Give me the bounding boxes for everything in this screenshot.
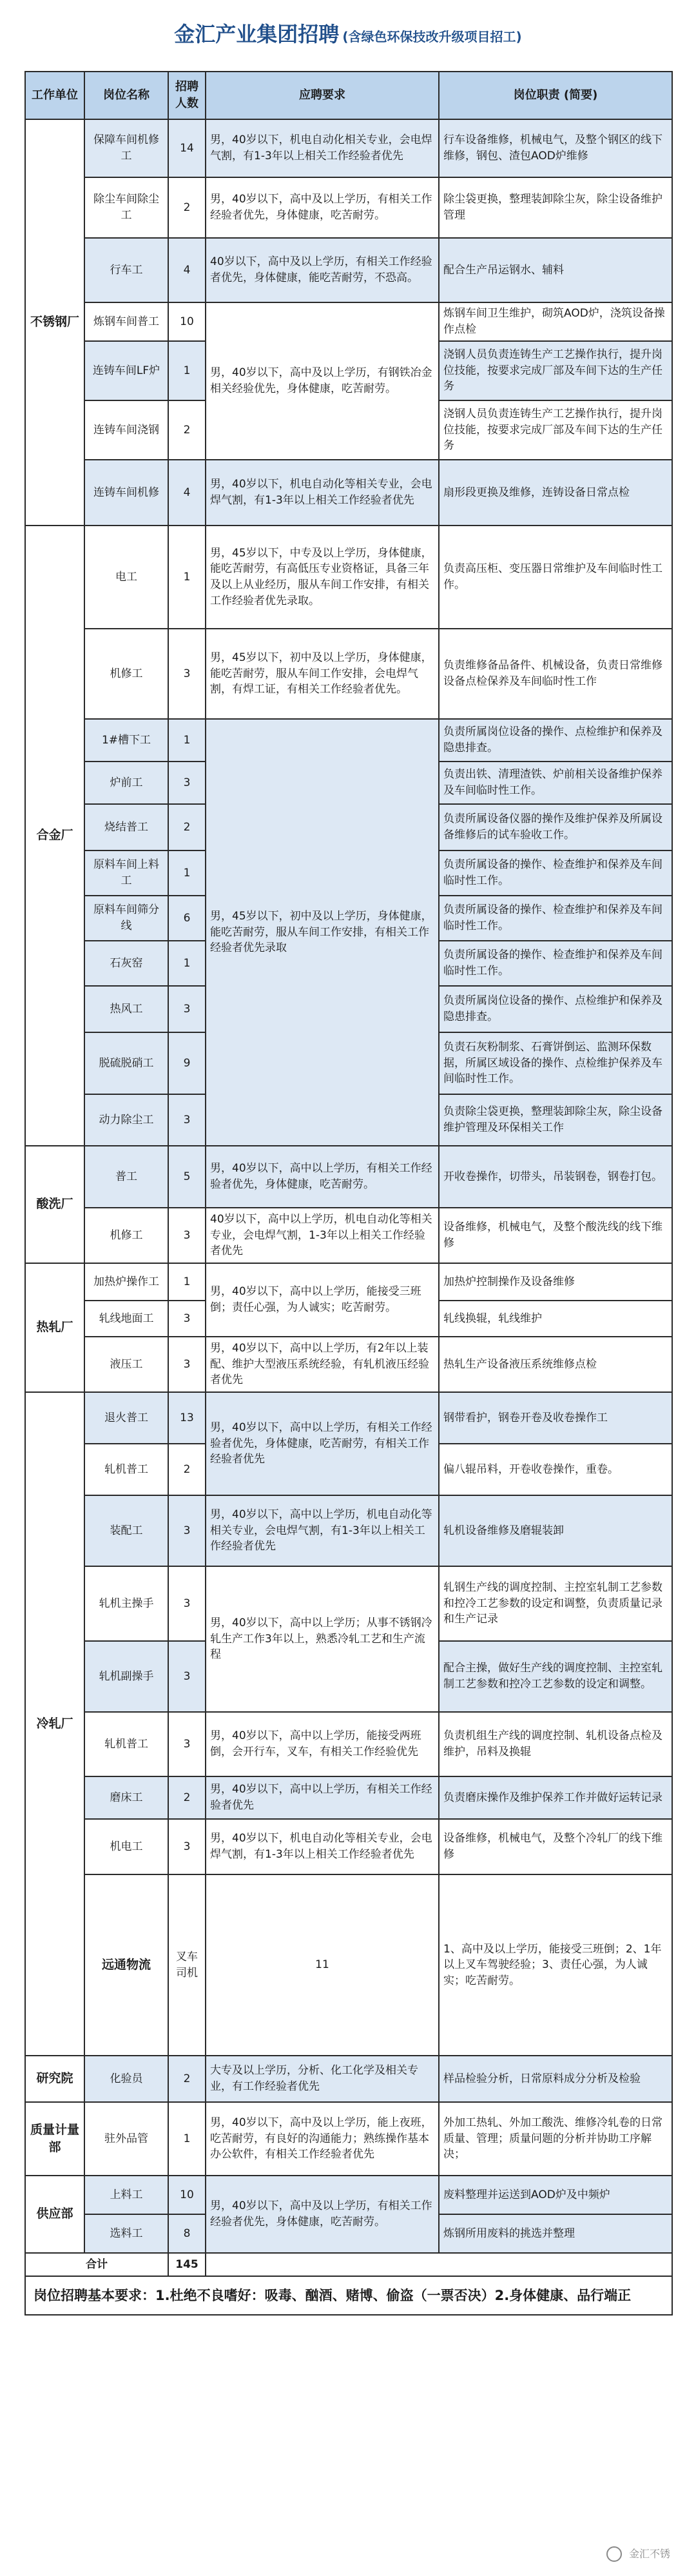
requirement-cell: 大专及以上学历，分析、化工化学及相关专业，有工作经验者优先 xyxy=(206,2056,439,2102)
table-row xyxy=(25,526,672,629)
table-row xyxy=(25,119,672,177)
position-cell: 液压工 xyxy=(84,1337,168,1392)
total-count: 145 xyxy=(168,2253,206,2276)
duty-cell: 负责石灰粉制浆、石膏饼倒运、监测环保数据，所属区域设备的操作、点检维护保养及车间临时性工作。 xyxy=(439,1032,672,1094)
position-cell: 驻外品管 xyxy=(84,2102,168,2176)
count-cell: 3 xyxy=(168,1712,206,1776)
header-unit: 工作单位 xyxy=(25,72,84,119)
position-cell: 选料工 xyxy=(84,2214,168,2253)
unit-cell: 冷轧厂 xyxy=(25,1392,84,2056)
duty-cell: 负责所属岗位设备的操作、点检维护和保养及隐患排查。 xyxy=(439,719,672,762)
position-cell: 轧机普工 xyxy=(84,1712,168,1776)
recruitment-table xyxy=(24,71,673,2315)
requirement-cell: 男，40岁以下，高中以上学历，有相关工作经验者优先，身体健康，吃苦耐劳。 xyxy=(206,1146,439,1208)
count-cell: 1 xyxy=(168,2102,206,2176)
position-cell: 炼钢车间普工 xyxy=(84,302,168,341)
unit-cell: 供应部 xyxy=(25,2176,84,2253)
count-cell: 2 xyxy=(168,177,206,238)
count-cell: 13 xyxy=(168,1392,206,1444)
duty-cell: 负责磨床操作及维护保养工作并做好运转记录 xyxy=(439,1776,672,1819)
position-cell: 保障车间机修工 xyxy=(84,119,168,177)
table-row xyxy=(25,1263,672,1301)
requirement-cell: 男，40岁以下，高中以上学历，有相关工作经验者优先，身体健康，吃苦耐劳，有相关工作经验者优先 xyxy=(206,1392,439,1495)
count-cell: 1 xyxy=(168,850,206,896)
requirement-cell: 40岁以下，高中以上学历，机电自动化等相关专业，会电焊气割，1-3年以上相关工作经验者优先 xyxy=(206,1208,439,1263)
count-cell: 2 xyxy=(168,1776,206,1819)
table-row xyxy=(25,1208,672,1263)
count-cell: 3 xyxy=(168,1495,206,1566)
duty-cell: 外加工热轧、外加工酸洗、维修冷轧卷的日常质量、管理；质量问题的分析并协助工序解决； xyxy=(439,2102,672,2176)
total-row xyxy=(25,2253,672,2276)
table-row xyxy=(25,460,672,526)
duty-cell: 炼钢车间卫生维护，砌筑AOD炉，浇筑设备操作点检 xyxy=(439,302,672,341)
position-cell: 加热炉操作工 xyxy=(84,1263,168,1301)
position-cell: 热风工 xyxy=(84,986,168,1032)
title-main: 金汇产业集团招聘 xyxy=(174,22,340,46)
requirement-cell: 男，40岁以下，高中及以上学历，有相关工作经验者优先，身体健康，吃苦耐劳。 xyxy=(206,177,439,238)
position-cell: 原料车间筛分线 xyxy=(84,896,168,941)
count-cell: 10 xyxy=(168,302,206,341)
header-position: 岗位名称 xyxy=(84,72,168,119)
count-cell: 3 xyxy=(168,1566,206,1641)
count-cell: 10 xyxy=(168,2176,206,2214)
count-cell: 1 xyxy=(168,341,206,400)
requirement-cell: 男，40岁以下，机电自动化相关专业，会电焊气割，有1-3年以上相关工作经验者优先 xyxy=(206,119,439,177)
table-row xyxy=(25,177,672,238)
unit-cell: 酸洗厂 xyxy=(25,1146,84,1263)
position-cell: 上料工 xyxy=(84,2176,168,2214)
count-cell: 1 xyxy=(168,1263,206,1301)
duty-cell: 负责所属设备的操作、检查维护和保养及车间临时性工作。 xyxy=(439,850,672,896)
requirement-cell: 男，40岁以下，机电自动化等相关专业，会电焊气割，有1-3年以上相关工作经验者优先 xyxy=(206,1819,439,1874)
position-cell: 轧线地面工 xyxy=(84,1301,168,1337)
table-row xyxy=(25,2176,672,2214)
count-cell: 2 xyxy=(168,804,206,850)
unit-cell: 热轧厂 xyxy=(25,1263,84,1392)
duty-cell: 负责所属设备的操作、检查维护和保养及车间临时性工作。 xyxy=(439,941,672,986)
duty-cell: 行车设备维修，机械电气，及整个钢区的线下维修，钢包、渣包AOD炉维修 xyxy=(439,119,672,177)
duty-cell: 偏八辊吊料，开卷收卷操作，重卷。 xyxy=(439,1444,672,1495)
table-header-row xyxy=(25,72,672,119)
duty-cell: 设备维修，机械电气，及整个冷轧厂的线下维修 xyxy=(439,1819,672,1874)
position-cell: 机修工 xyxy=(84,1208,168,1263)
position-cell: 电工 xyxy=(84,526,168,629)
duty-cell: 炼钢所用废料的挑选并整理 xyxy=(439,2214,672,2253)
position-cell: 连铸车间机修 xyxy=(84,460,168,526)
requirement-cell: 男，45岁以下，中专及以上学历，身体健康，能吃苦耐劳，有高低压专业资格证，具备三年及以上从业经历，服从车间工作安排，有相关工作经验者优先录取。 xyxy=(206,526,439,629)
duty-cell: 负责出铁、清理渣铁、炉前相关设备维护保养及车间临时性工作。 xyxy=(439,762,672,804)
duty-cell: 扇形段更换及维修，连铸设备日常点检 xyxy=(439,460,672,526)
count-cell: 8 xyxy=(168,2214,206,2253)
total-blank xyxy=(206,2253,672,2276)
requirement-cell: 男，40岁以下，高中以上学历；从事不锈钢冷轧生产工作3年以上，熟悉冷轧工艺和生产流程 xyxy=(206,1566,439,1712)
duty-cell: 加热炉控制操作及设备维修 xyxy=(439,1263,672,1301)
requirements-note-row xyxy=(25,2276,672,2315)
duty-cell: 负责所属岗位设备的操作、点检维护和保养及隐患排查。 xyxy=(439,986,672,1032)
table-row xyxy=(25,1566,672,1641)
count-cell: 3 xyxy=(168,629,206,719)
position-cell: 磨床工 xyxy=(84,1776,168,1819)
duty-cell: 除尘袋更换，整理装卸除尘灰，除尘设备维护管理 xyxy=(439,177,672,238)
requirement-cell: 男，45岁以下，初中及以上学历，身体健康，能吃苦耐劳，服从车间工作安排，会电焊气割，有焊工证，有相关工作经验者优先。 xyxy=(206,629,439,719)
duty-cell: 轧线换辊，轧线维护 xyxy=(439,1301,672,1337)
duty-cell: 负责所属设备仪器的操作及维护保养及所属设备维修后的试车验收工作。 xyxy=(439,804,672,850)
table-row xyxy=(25,1146,672,1208)
position-cell: 轧机副操手 xyxy=(84,1641,168,1712)
duty-cell: 负责所属设备的操作、检查维护和保养及车间临时性工作。 xyxy=(439,896,672,941)
position-cell: 轧机主操手 xyxy=(84,1566,168,1641)
requirement-cell: 男，40岁以下，高中及以上学历，有相关工作经验者优先，身体健康，吃苦耐劳。 xyxy=(206,2176,439,2253)
position-cell: 原料车间上料工 xyxy=(84,850,168,896)
position-cell: 烧结普工 xyxy=(84,804,168,850)
duty-cell: 负责高压柜、变压器日常维护及车间临时性工作。 xyxy=(439,526,672,629)
count-cell: 1 xyxy=(168,941,206,986)
count-cell: 3 xyxy=(168,1819,206,1874)
total-label: 合计 xyxy=(25,2253,168,2276)
count-cell: 3 xyxy=(168,1094,206,1146)
requirement-cell: 40岁以下，高中及以上学历，有相关工作经验者优先，身体健康，能吃苦耐劳，不恐高。 xyxy=(206,238,439,302)
position-cell: 行车工 xyxy=(84,238,168,302)
duty-cell: 样品检验分析，日常原料成分分析及检验 xyxy=(439,2056,672,2102)
position-cell: 轧机普工 xyxy=(84,1444,168,1495)
table-row xyxy=(25,629,672,719)
position-cell: 化验员 xyxy=(84,2056,168,2102)
duty-cell: 轧钢生产线的调度控制、主控室轧制工艺参数和控冷工艺参数的设定和调整，负责质量记录和生产记录 xyxy=(439,1566,672,1641)
unit-cell: 研究院 xyxy=(25,2056,84,2102)
requirement-cell: 男，40岁以下，高中以上学历，机电自动化等相关专业，会电焊气割，有1-3年以上相关工作经验者优先 xyxy=(206,1495,439,1566)
count-cell: 3 xyxy=(168,762,206,804)
position-cell: 机电工 xyxy=(84,1819,168,1874)
position-cell: 脱硫脱硝工 xyxy=(84,1032,168,1094)
count-cell: 3 xyxy=(168,1301,206,1337)
position-cell: 退火普工 xyxy=(84,1392,168,1444)
duty-cell: 设备维修，机械电气，及整个酸洗线的线下维修 xyxy=(439,1208,672,1263)
header-requirement: 应聘要求 xyxy=(206,72,439,119)
requirement-cell: 男，40岁以下，高中以上学历，能接受两班倒，会开行车，叉车，有相关工作经验优先 xyxy=(206,1712,439,1776)
watermark xyxy=(606,2546,670,2562)
duty-cell: 负责除尘袋更换，整理装卸除尘灰，除尘设备维护管理及环保相关工作 xyxy=(439,1094,672,1146)
table-row xyxy=(25,1337,672,1392)
table-row xyxy=(25,238,672,302)
position-cell: 动力除尘工 xyxy=(84,1094,168,1146)
duty-cell: 配合生产吊运钢水、辅料 xyxy=(439,238,672,302)
duty-cell: 开收卷操作，切带头，吊装钢卷，钢卷打包。 xyxy=(439,1146,672,1208)
unit-cell: 远通物流 xyxy=(84,1874,168,2056)
duty-cell: 配合主操，做好生产线的调度控制、主控室轧制工艺参数和控冷工艺参数的设定和调整。 xyxy=(439,1641,672,1712)
count-cell: 1 xyxy=(168,526,206,629)
requirement-cell: 男，40岁以下，高中以上学历，有2年以上装配、维护大型液压系统经验，有轧机液压经验者优先 xyxy=(206,1337,439,1392)
count-cell: 4 xyxy=(168,238,206,302)
table-row xyxy=(25,2102,672,2176)
count-cell: 14 xyxy=(168,119,206,177)
duty-cell: 热轧生产设备液压系统维修点检 xyxy=(439,1337,672,1392)
count-cell: 2 xyxy=(168,400,206,460)
table-row xyxy=(25,1712,672,1776)
unit-cell: 合金厂 xyxy=(25,526,84,1146)
table-row xyxy=(25,2056,672,2102)
duty-cell: 钢带看护，钢卷开卷及收卷操作工 xyxy=(439,1392,672,1444)
position-cell: 机修工 xyxy=(84,629,168,719)
table-row xyxy=(25,1392,672,1444)
count-cell: 3 xyxy=(168,1337,206,1392)
table-row xyxy=(25,1495,672,1566)
duty-cell: 负责维修备品备件、机械设备，负责日常维修设备点检保养及车间临时性工作 xyxy=(439,629,672,719)
duty-cell: 浇钢人员负责连铸生产工艺操作执行，提升岗位技能，按要求完成厂部及车间下达的生产任务 xyxy=(439,341,672,400)
unit-cell: 不锈钢厂 xyxy=(25,119,84,526)
count-cell: 4 xyxy=(168,460,206,526)
position-cell: 叉车司机 xyxy=(168,1874,206,2056)
header-count: 招聘人数 xyxy=(168,72,206,119)
requirement-cell: 1、高中及以上学历，能接受三班倒；2、1年以上叉车驾驶经验；3、责任心强，为人诚实；吃苦耐劳。 xyxy=(439,1874,672,2056)
table-row xyxy=(25,1776,672,1819)
position-cell: 装配工 xyxy=(84,1495,168,1566)
requirements-note: 岗位招聘基本要求：1.杜绝不良嗜好：吸毒、酗酒、赌博、偷盗（一票否决）2.身体健康、品行端正 xyxy=(25,2276,672,2315)
position-cell: 1#槽下工 xyxy=(84,719,168,762)
watermark-text: 金汇不锈 xyxy=(628,2547,670,2560)
page-title xyxy=(0,18,696,48)
position-cell: 石灰窑 xyxy=(84,941,168,986)
requirement-cell: 男，40岁以下，机电自动化等相关专业，会电焊气割，有1-3年以上相关工作经验者优先 xyxy=(206,460,439,526)
count-cell: 2 xyxy=(168,1444,206,1495)
count-cell: 9 xyxy=(168,1032,206,1094)
count-cell: 3 xyxy=(168,1641,206,1712)
position-cell: 除尘车间除尘工 xyxy=(84,177,168,238)
position-cell: 炉前工 xyxy=(84,762,168,804)
position-cell: 连铸车间LF炉 xyxy=(84,341,168,400)
table-row xyxy=(25,1874,672,2056)
unit-cell: 质量计量部 xyxy=(25,2102,84,2176)
table-row xyxy=(25,719,672,762)
count-cell: 11 xyxy=(206,1874,439,2056)
requirement-cell: 男，45岁以下，初中及以上学历，身体健康，能吃苦耐劳，服从车间工作安排，有相关工作经验者优先录取 xyxy=(206,719,439,1146)
title-sub: (含绿色环保技改升级项目招工) xyxy=(342,29,522,44)
position-cell: 普工 xyxy=(84,1146,168,1208)
header-duty: 岗位职责 (简要) xyxy=(439,72,672,119)
count-cell: 3 xyxy=(168,1208,206,1263)
table-row xyxy=(25,302,672,341)
duty-cell: 轧机设备维修及磨辊装卸 xyxy=(439,1495,672,1566)
position-cell: 连铸车间浇钢 xyxy=(84,400,168,460)
count-cell: 3 xyxy=(168,986,206,1032)
requirement-cell: 男，40岁以下，高中及以上学历，能上夜班，吃苦耐劳，有良好的沟通能力；熟练操作基本办公软件，有相关工作经验者优先 xyxy=(206,2102,439,2176)
count-cell: 2 xyxy=(168,2056,206,2102)
count-cell: 5 xyxy=(168,1146,206,1208)
duty-cell: 负责机组生产线的调度控制、轧机设备点检及维护，吊料及换辊 xyxy=(439,1712,672,1776)
table-row xyxy=(25,1819,672,1874)
requirement-cell: 男，40岁以下，高中及以上学历，有钢铁冶金相关经验优先，身体健康，吃苦耐劳。 xyxy=(206,302,439,460)
duty-cell: 浇钢人员负责连铸生产工艺操作执行，提升岗位技能，按要求完成厂部及车间下达的生产任务 xyxy=(439,400,672,460)
wechat-logo-icon xyxy=(606,2546,622,2562)
count-cell: 1 xyxy=(168,719,206,762)
duty-cell: 废料整理并运送到AOD炉及中频炉 xyxy=(439,2176,672,2214)
requirement-cell: 男，40岁以下，高中以上学历，能接受三班倒；责任心强，为人诚实；吃苦耐劳。 xyxy=(206,1263,439,1337)
requirement-cell: 男，40岁以下，高中以上学历，有相关工作经验者优先 xyxy=(206,1776,439,1819)
count-cell: 6 xyxy=(168,896,206,941)
